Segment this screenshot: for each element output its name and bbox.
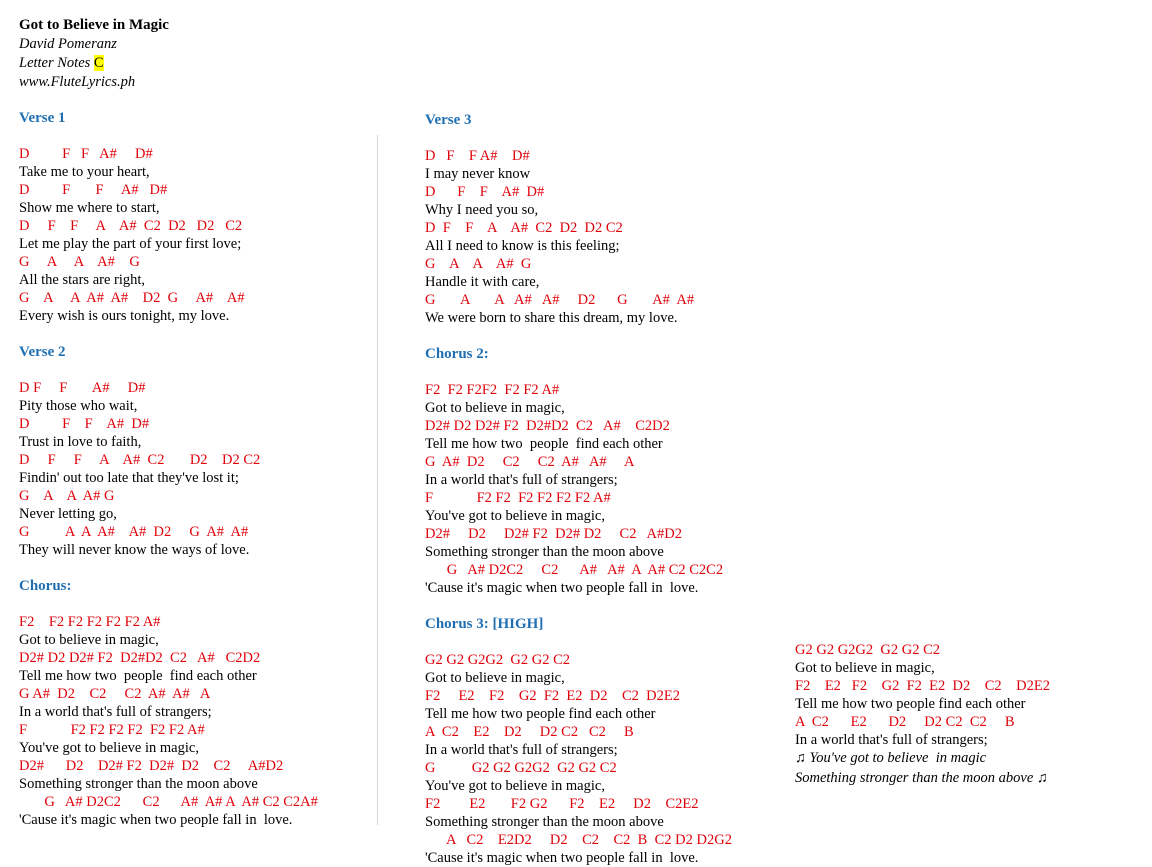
lyric-line: Trust in love to faith, [19,434,142,450]
lyric-line: 'Cause it's magic when two people fall in love. [19,812,293,828]
italic-lyric-line: Something stronger than the moon above ♫ [795,770,1048,786]
song-header [19,16,169,92]
lyric-line: Findin' out too late that they've lost it; [19,470,239,486]
lyric-line: Every wish is ours tonight, my love. [19,308,230,324]
spacer [19,127,318,145]
song-title: Got to Believe in Magic [19,17,169,33]
letter-notes-line [19,54,169,73]
spacer [425,597,732,615]
lyric-line: 'Cause it's magic when two people fall in love. [425,580,699,596]
lyric-line: Pity those who wait, [19,398,138,414]
lyric-line: In a world that's full of strangers; [19,704,212,720]
chord-line: G G2 G2 G2G2 G2 G2 C2 [425,760,617,776]
chord-line: G A A A# A# D2 G A# A# [19,290,245,306]
right-column [795,641,1050,789]
lyric-line: Got to believe in magic, [19,632,159,648]
lyric-line: I may never know [425,166,531,182]
lyric-line: Show me where to start, [19,200,160,216]
chord-line: G2 G2 G2G2 G2 G2 C2 [795,642,940,658]
chord-line: D F F A A# C2 D2 D2 C2 [425,220,623,236]
chord-line: D F F A# D# [19,416,150,432]
chord-line: F2 E2 F2 G2 F2 E2 D2 C2 D2E2 [425,688,680,704]
letter-notes-label: Letter Notes [19,55,94,71]
chord-line: D F F A# D# [19,182,168,198]
lyric-line: You've got to believe in magic, [425,508,605,524]
chord-line: F2 F2 F2 F2 F2 F2 A# [19,614,161,630]
chord-line: D2# D2 D2# F2 D2# D2 C2 A#D2 [19,758,284,774]
middle-column [425,111,732,867]
lyric-line: They will never know the ways of love. [19,542,250,558]
chord-line: A C2 E2 D2 D2 C2 C2 B [425,724,634,740]
section-heading: Chorus 3: [HIGH] [425,616,544,632]
chord-line: G2 G2 G2G2 G2 G2 C2 [425,652,570,668]
chord-line: G A# D2C2 C2 A# A# A A# C2 C2C2 [425,562,724,578]
chord-line: D2# D2 D2# F2 D2#D2 C2 A# C2D2 [19,650,261,666]
lyric-line: Let me play the part of your first love; [19,236,242,252]
lyric-line: Tell me how two people find each other [425,436,663,452]
chord-line: F2 E2 F2 G2 F2 E2 D2 C2E2 [425,796,699,812]
lyric-line: In a world that's full of strangers; [425,742,618,758]
lyric-line: Tell me how two people find each other [795,696,1026,712]
chord-line: G A# D2 C2 C2 A# A# A [19,686,211,702]
chord-line: A C2 E2D2 D2 C2 C2 B C2 D2 D2G2 [425,832,732,848]
chord-line: F2 E2 F2 G2 F2 E2 D2 C2 D2E2 [795,678,1050,694]
lyric-line: In a world that's full of strangers; [425,472,618,488]
lyric-line: We were born to share this dream, my love. [425,310,678,326]
chord-line: G A A A# A# D2 G A# A# [19,524,249,540]
key-highlight: C [93,55,104,71]
italic-lyric-line: ♫ You've got to believe in magic [795,750,987,766]
site-url: www.FluteLyrics.ph [19,74,136,90]
spacer [19,325,318,343]
spacer [19,595,318,613]
spacer [425,129,732,147]
spacer [425,633,732,651]
chord-line: D F F A A# C2 D2 D2 C2 [19,452,261,468]
lyric-line: All I need to know is this feeling; [425,238,620,254]
lyric-line: Why I need you so, [425,202,539,218]
spacer [19,361,318,379]
chord-line: G A A A# A# D2 G A# A# [425,292,695,308]
chord-line: G A A A# G [19,254,140,270]
spacer [425,327,732,345]
lyric-line: Tell me how two people find each other [425,706,656,722]
section-heading: Chorus 2: [425,346,489,362]
lyric-line: Take me to your heart, [19,164,150,180]
chord-line: D F F A# D# [19,380,146,396]
chord-line: G A# D2C2 C2 A# A# A A# C2 C2A# [19,794,318,810]
chord-line: G A A A# G [19,488,115,504]
lyric-line: Something stronger than the moon above [425,814,664,830]
left-column [19,109,318,829]
section-heading: Verse 1 [19,110,66,126]
lyric-line: Got to believe in magic, [795,660,935,676]
chord-line: D F F A# D# [425,148,530,164]
section-heading: Verse 2 [19,344,66,360]
lyric-line: Never letting go, [19,506,117,522]
artist-name: David Pomeranz [19,36,117,52]
chord-line: D F F A# D# [19,146,153,162]
chord-line: D2# D2 D2# F2 D2#D2 C2 A# C2D2 [425,418,670,434]
lyric-line: In a world that's full of strangers; [795,732,988,748]
spacer [425,363,732,381]
lyric-line: Something stronger than the moon above [425,544,664,560]
spacer [19,559,318,577]
lyric-line: 'Cause it's magic when two people fall in love. [425,850,699,866]
chord-line: F F2 F2 F2 F2 F2 F2 A# [19,722,205,738]
column-divider [377,135,378,825]
lyric-line: You've got to believe in magic, [425,778,605,794]
chord-line: A C2 E2 D2 D2 C2 C2 B [795,714,1015,730]
chord-line: D2# D2 D2# F2 D2# D2 C2 A#D2 [425,526,682,542]
chord-line: F2 F2 F2F2 F2 F2 A# [425,382,560,398]
lyric-line: Got to believe in magic, [425,400,565,416]
section-heading: Chorus: [19,578,72,594]
lyric-line: Handle it with care, [425,274,540,290]
lyric-line: You've got to believe in magic, [19,740,199,756]
lyric-line: Tell me how two people find each other [19,668,257,684]
chord-line: G A# D2 C2 C2 A# A# A [425,454,635,470]
lyric-line: Something stronger than the moon above [19,776,258,792]
chord-line: D F F A A# C2 D2 D2 C2 [19,218,243,234]
chord-line: G A A A# G [425,256,532,272]
chord-line: D F F A# D# [425,184,545,200]
chord-line: F F2 F2 F2 F2 F2 F2 A# [425,490,611,506]
lyric-line: All the stars are right, [19,272,146,288]
section-heading: Verse 3 [425,112,472,128]
lyric-line: Got to believe in magic, [425,670,565,686]
